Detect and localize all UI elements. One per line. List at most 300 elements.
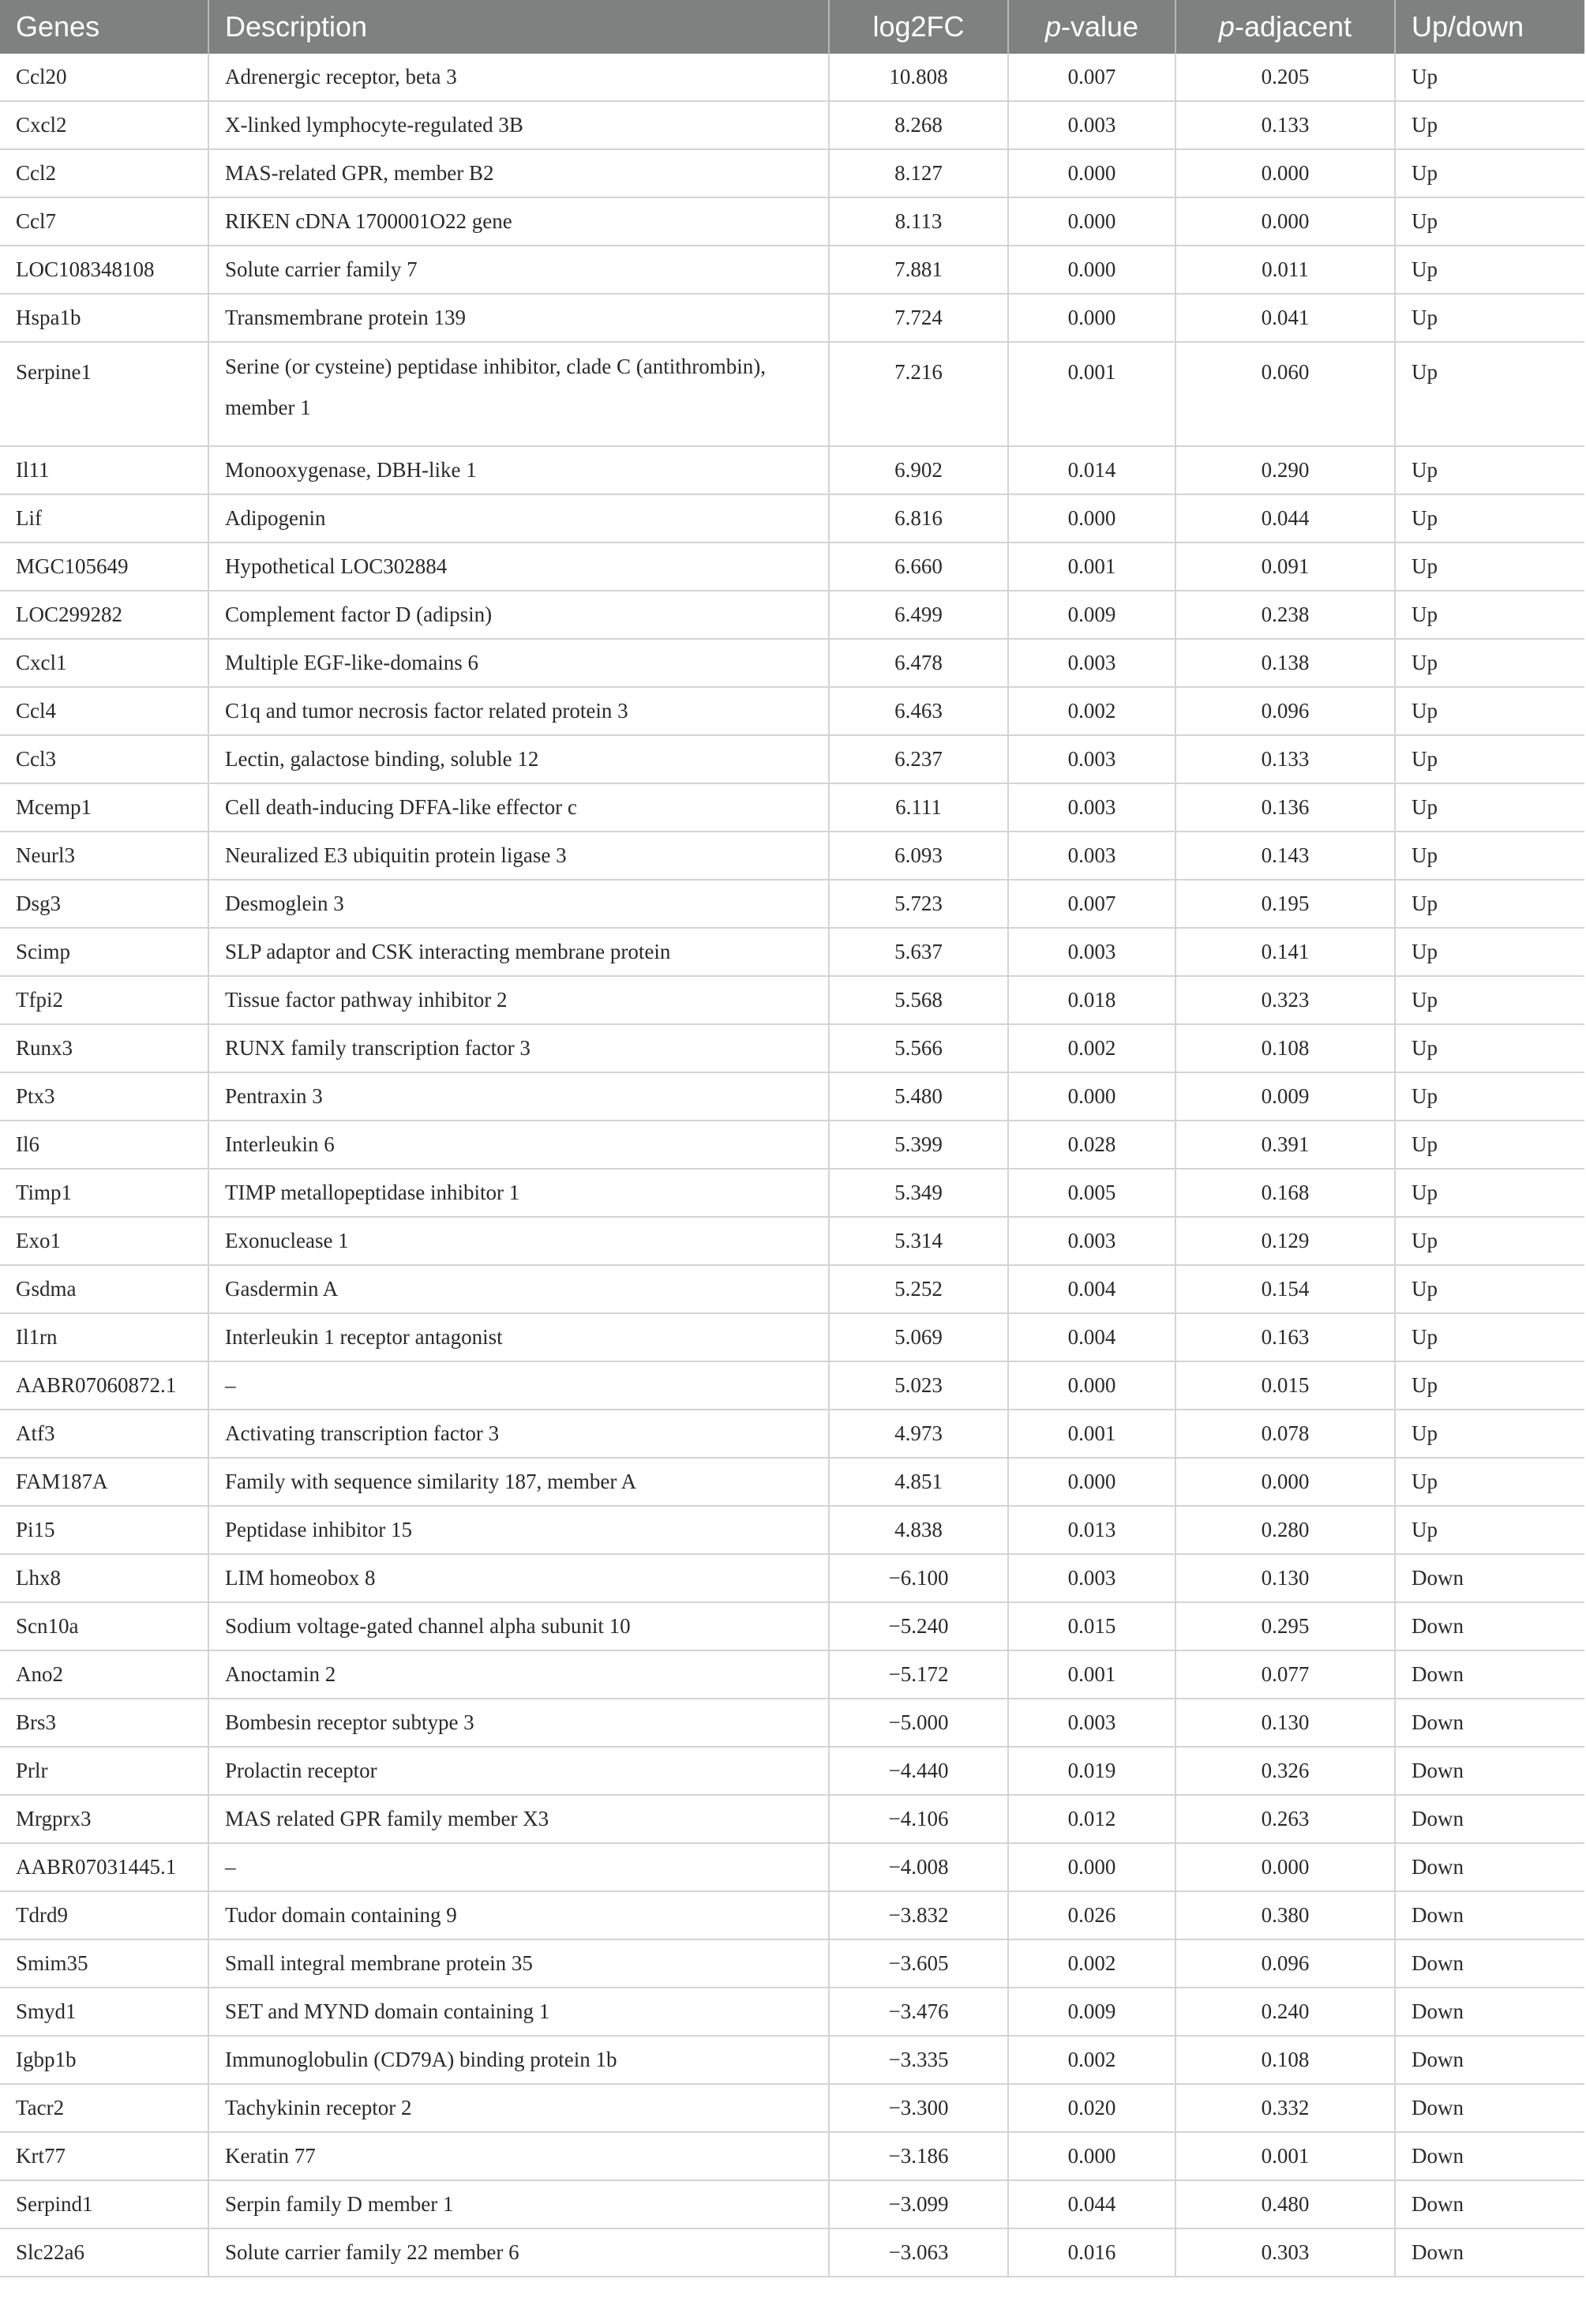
cell-gene: Neurl3 [0,832,208,880]
cell-pvalue: 0.018 [1008,976,1175,1024]
cell-gene: AABR07060872.1 [0,1361,208,1410]
cell-gene: Exo1 [0,1217,208,1265]
header-padj-p: p [1218,10,1235,43]
cell-description: RIKEN cDNA 1700001O22 gene [208,197,829,246]
cell-pvalue: 0.002 [1008,1024,1175,1072]
cell-padj: 0.041 [1175,294,1395,342]
cell-pvalue: 0.003 [1008,1699,1175,1747]
cell-updown: Up [1395,880,1584,928]
cell-gene: Ccl7 [0,197,208,246]
cell-description: Transmembrane protein 139 [208,294,829,342]
cell-gene: Cxcl1 [0,639,208,687]
table-row [0,1410,1584,1458]
cell-log2fc: 6.463 [829,687,1008,735]
cell-padj: 0.332 [1175,2084,1395,2132]
cell-gene: Igbp1b [0,2036,208,2084]
cell-log2fc: −5.240 [829,1602,1008,1650]
cell-gene: Smyd1 [0,1988,208,2036]
cell-padj: 0.000 [1175,1843,1395,1891]
cell-pvalue: 0.009 [1008,591,1175,639]
cell-pvalue: 0.020 [1008,2084,1175,2132]
table-row [0,1988,1584,2036]
cell-pvalue: 0.003 [1008,928,1175,976]
cell-updown: Down [1395,2084,1584,2132]
cell-padj: 0.240 [1175,1988,1395,2036]
cell-description: Activating transcription factor 3 [208,1410,829,1458]
cell-log2fc: 8.113 [829,197,1008,246]
cell-updown: Up [1395,1506,1584,1554]
cell-log2fc: 7.216 [829,342,1008,446]
table-row [0,735,1584,783]
cell-log2fc: 5.568 [829,976,1008,1024]
cell-log2fc: −3.832 [829,1891,1008,1939]
cell-updown: Down [1395,2132,1584,2180]
cell-updown: Up [1395,639,1584,687]
cell-description: SLP adaptor and CSK interacting membrane protein [208,928,829,976]
cell-description: Small integral membrane protein 35 [208,1939,829,1988]
header-pvalue [1008,0,1175,54]
cell-log2fc: −3.063 [829,2228,1008,2277]
table-row [0,2180,1584,2228]
cell-updown: Up [1395,976,1584,1024]
cell-description: Family with sequence similarity 187, member A [208,1458,829,1506]
cell-padj: 0.000 [1175,149,1395,197]
cell-updown: Up [1395,294,1584,342]
cell-pvalue: 0.003 [1008,832,1175,880]
cell-log2fc: 5.637 [829,928,1008,976]
cell-pvalue: 0.003 [1008,1217,1175,1265]
table-row [0,639,1584,687]
cell-pvalue: 0.026 [1008,1891,1175,1939]
cell-pvalue: 0.007 [1008,54,1175,101]
cell-description: Adrenergic receptor, beta 3 [208,54,829,101]
cell-gene: Mrgprx3 [0,1795,208,1843]
cell-log2fc: −4.008 [829,1843,1008,1891]
table-row [0,591,1584,639]
cell-gene: Ptx3 [0,1072,208,1121]
cell-gene: LOC108348108 [0,246,208,294]
cell-padj: 0.480 [1175,2180,1395,2228]
cell-gene: Cxcl2 [0,101,208,149]
cell-padj: 0.009 [1175,1072,1395,1121]
cell-padj: 0.044 [1175,494,1395,543]
cell-pvalue: 0.019 [1008,1747,1175,1795]
cell-pvalue: 0.015 [1008,1602,1175,1650]
cell-pvalue: 0.003 [1008,101,1175,149]
table-row [0,54,1584,101]
header-log2fc: log2FC [829,0,1008,54]
cell-gene: Slc22a6 [0,2228,208,2277]
table-row [0,1747,1584,1795]
cell-description: Exonuclease 1 [208,1217,829,1265]
table-row [0,880,1584,928]
cell-padj: 0.380 [1175,1891,1395,1939]
cell-log2fc: −5.172 [829,1650,1008,1699]
cell-log2fc: −3.300 [829,2084,1008,2132]
cell-padj: 0.130 [1175,1554,1395,1602]
cell-log2fc: 6.237 [829,735,1008,783]
cell-pvalue: 0.000 [1008,2132,1175,2180]
table-row [0,1361,1584,1410]
cell-description: RUNX family transcription factor 3 [208,1024,829,1072]
table-row [0,543,1584,591]
cell-padj: 0.060 [1175,342,1395,446]
cell-pvalue: 0.000 [1008,1361,1175,1410]
table-row [0,149,1584,197]
table-row [0,1939,1584,1988]
cell-gene: Ano2 [0,1650,208,1699]
cell-gene: Il11 [0,446,208,494]
cell-gene: Tdrd9 [0,1891,208,1939]
cell-padj: 0.091 [1175,543,1395,591]
table-row [0,246,1584,294]
cell-padj: 0.001 [1175,2132,1395,2180]
cell-gene: AABR07031445.1 [0,1843,208,1891]
cell-updown: Down [1395,1602,1584,1650]
table-row [0,1699,1584,1747]
header-padj-rest: -adjacent [1234,10,1352,43]
cell-gene: FAM187A [0,1458,208,1506]
cell-updown: Up [1395,591,1584,639]
cell-description: Prolactin receptor [208,1747,829,1795]
cell-gene: Serpind1 [0,2180,208,2228]
cell-log2fc: −6.100 [829,1554,1008,1602]
cell-padj: 0.129 [1175,1217,1395,1265]
table-row [0,1843,1584,1891]
cell-gene: Gsdma [0,1265,208,1313]
table-row [0,976,1584,1024]
cell-log2fc: 4.973 [829,1410,1008,1458]
cell-description: – [208,1361,829,1410]
cell-log2fc: 5.314 [829,1217,1008,1265]
cell-description: Desmoglein 3 [208,880,829,928]
cell-updown: Up [1395,1313,1584,1361]
cell-pvalue: 0.001 [1008,543,1175,591]
cell-description: Tudor domain containing 9 [208,1891,829,1939]
header-pvalue-rest: -value [1060,10,1139,43]
cell-updown: Down [1395,2036,1584,2084]
cell-padj: 0.263 [1175,1795,1395,1843]
cell-gene: Smim35 [0,1939,208,1988]
cell-description: Keratin 77 [208,2132,829,2180]
cell-description: Tachykinin receptor 2 [208,2084,829,2132]
cell-description: LIM homeobox 8 [208,1554,829,1602]
cell-updown: Up [1395,832,1584,880]
cell-pvalue: 0.000 [1008,246,1175,294]
cell-pvalue: 0.000 [1008,1843,1175,1891]
cell-updown: Up [1395,735,1584,783]
cell-padj: 0.303 [1175,2228,1395,2277]
table-row [0,2228,1584,2277]
cell-updown: Down [1395,2180,1584,2228]
cell-pvalue: 0.000 [1008,494,1175,543]
cell-gene: Il6 [0,1121,208,1169]
cell-gene: Tacr2 [0,2084,208,2132]
cell-log2fc: 5.566 [829,1024,1008,1072]
cell-updown: Up [1395,1265,1584,1313]
cell-updown: Up [1395,783,1584,832]
cell-gene: Hspa1b [0,294,208,342]
cell-pvalue: 0.000 [1008,149,1175,197]
cell-updown: Down [1395,1939,1584,1988]
cell-pvalue: 0.002 [1008,1939,1175,1988]
cell-padj: 0.015 [1175,1361,1395,1410]
cell-updown: Up [1395,246,1584,294]
cell-log2fc: 7.724 [829,294,1008,342]
cell-description: Interleukin 6 [208,1121,829,1169]
cell-updown: Down [1395,1650,1584,1699]
cell-description: Gasdermin A [208,1265,829,1313]
cell-description: Peptidase inhibitor 15 [208,1506,829,1554]
cell-padj: 0.195 [1175,880,1395,928]
cell-padj: 0.295 [1175,1602,1395,1650]
cell-pvalue: 0.000 [1008,294,1175,342]
table-row [0,1458,1584,1506]
cell-updown: Up [1395,1217,1584,1265]
cell-gene: Tfpi2 [0,976,208,1024]
cell-gene: Timp1 [0,1169,208,1217]
cell-updown: Up [1395,494,1584,543]
cell-log2fc: −3.476 [829,1988,1008,2036]
cell-log2fc: 4.838 [829,1506,1008,1554]
cell-padj: 0.096 [1175,687,1395,735]
cell-padj: 0.138 [1175,639,1395,687]
cell-updown: Up [1395,1121,1584,1169]
cell-padj: 0.168 [1175,1169,1395,1217]
cell-padj: 0.108 [1175,1024,1395,1072]
cell-padj: 0.391 [1175,1121,1395,1169]
table-row [0,1265,1584,1313]
cell-description: Sodium voltage-gated channel alpha subunit 10 [208,1602,829,1650]
table-row [0,1506,1584,1554]
cell-padj: 0.143 [1175,832,1395,880]
cell-updown: Up [1395,1361,1584,1410]
table-row [0,1169,1584,1217]
cell-description: SET and MYND domain containing 1 [208,1988,829,2036]
cell-padj: 0.108 [1175,2036,1395,2084]
cell-log2fc: −3.099 [829,2180,1008,2228]
cell-updown: Up [1395,1024,1584,1072]
cell-pvalue: 0.003 [1008,783,1175,832]
cell-description: Cell death-inducing DFFA-like effector c [208,783,829,832]
cell-updown: Up [1395,1169,1584,1217]
cell-gene: Runx3 [0,1024,208,1072]
cell-updown: Down [1395,1554,1584,1602]
cell-log2fc: 5.349 [829,1169,1008,1217]
cell-pvalue: 0.013 [1008,1506,1175,1554]
cell-pvalue: 0.007 [1008,880,1175,928]
cell-padj: 0.133 [1175,101,1395,149]
table-row [0,494,1584,543]
cell-pvalue: 0.004 [1008,1265,1175,1313]
cell-description: Serpin family D member 1 [208,2180,829,2228]
table-row [0,101,1584,149]
header-row [0,0,1584,54]
cell-updown: Up [1395,149,1584,197]
cell-padj: 0.130 [1175,1699,1395,1747]
cell-gene: Serpine1 [0,342,208,446]
table-body [0,54,1584,2277]
cell-padj: 0.000 [1175,1458,1395,1506]
cell-pvalue: 0.003 [1008,639,1175,687]
cell-log2fc: −3.335 [829,2036,1008,2084]
cell-log2fc: 5.069 [829,1313,1008,1361]
cell-description: Immunoglobulin (CD79A) binding protein 1b [208,2036,829,2084]
table-row [0,342,1584,446]
cell-updown: Up [1395,1072,1584,1121]
cell-padj: 0.290 [1175,446,1395,494]
cell-log2fc: 4.851 [829,1458,1008,1506]
cell-updown: Up [1395,197,1584,246]
header-genes: Genes [0,0,208,54]
table-row [0,1072,1584,1121]
cell-updown: Up [1395,1458,1584,1506]
cell-pvalue: 0.002 [1008,2036,1175,2084]
cell-description: Monooxygenase, DBH-like 1 [208,446,829,494]
cell-log2fc: −3.605 [829,1939,1008,1988]
cell-gene: Ccl4 [0,687,208,735]
cell-log2fc: 5.723 [829,880,1008,928]
cell-gene: Pi15 [0,1506,208,1554]
table-row [0,1795,1584,1843]
cell-description: – [208,1843,829,1891]
table-row [0,1650,1584,1699]
cell-updown: Down [1395,1843,1584,1891]
cell-log2fc: 5.399 [829,1121,1008,1169]
cell-log2fc: 8.127 [829,149,1008,197]
cell-log2fc: 6.660 [829,543,1008,591]
table-row [0,1891,1584,1939]
cell-description: Tissue factor pathway inhibitor 2 [208,976,829,1024]
cell-gene: Dsg3 [0,880,208,928]
cell-padj: 0.078 [1175,1410,1395,1458]
table-row [0,446,1584,494]
cell-gene: Ccl20 [0,54,208,101]
cell-description: Complement factor D (adipsin) [208,591,829,639]
cell-description: X-linked lymphocyte-regulated 3B [208,101,829,149]
cell-log2fc: −4.440 [829,1747,1008,1795]
cell-description: Neuralized E3 ubiquitin protein ligase 3 [208,832,829,880]
cell-pvalue: 0.000 [1008,1458,1175,1506]
cell-gene: Scimp [0,928,208,976]
cell-pvalue: 0.002 [1008,687,1175,735]
cell-updown: Up [1395,928,1584,976]
cell-padj: 0.077 [1175,1650,1395,1699]
cell-updown: Down [1395,1747,1584,1795]
cell-pvalue: 0.004 [1008,1313,1175,1361]
cell-padj: 0.096 [1175,1939,1395,1988]
cell-updown: Up [1395,101,1584,149]
cell-log2fc: 6.111 [829,783,1008,832]
cell-padj: 0.141 [1175,928,1395,976]
cell-pvalue: 0.003 [1008,1554,1175,1602]
table-row [0,928,1584,976]
cell-updown: Up [1395,687,1584,735]
header-updown: Up/down [1395,0,1584,54]
cell-log2fc: −3.186 [829,2132,1008,2180]
cell-pvalue: 0.012 [1008,1795,1175,1843]
table-row [0,1121,1584,1169]
cell-updown: Up [1395,342,1584,446]
cell-gene: Krt77 [0,2132,208,2180]
cell-updown: Up [1395,446,1584,494]
cell-description: Anoctamin 2 [208,1650,829,1699]
cell-updown: Down [1395,1795,1584,1843]
table-row [0,783,1584,832]
header-pvalue-p: p [1044,10,1061,43]
cell-padj: 0.205 [1175,54,1395,101]
cell-gene: LOC299282 [0,591,208,639]
cell-log2fc: 10.808 [829,54,1008,101]
cell-description: Lectin, galactose binding, soluble 12 [208,735,829,783]
cell-log2fc: 6.478 [829,639,1008,687]
cell-gene: Ccl2 [0,149,208,197]
cell-description: Interleukin 1 receptor antagonist [208,1313,829,1361]
cell-padj: 0.238 [1175,591,1395,639]
cell-padj: 0.136 [1175,783,1395,832]
cell-log2fc: −4.106 [829,1795,1008,1843]
cell-updown: Down [1395,2228,1584,2277]
cell-description: Solute carrier family 7 [208,246,829,294]
cell-pvalue: 0.001 [1008,1650,1175,1699]
cell-description: Adipogenin [208,494,829,543]
cell-gene: Brs3 [0,1699,208,1747]
cell-pvalue: 0.044 [1008,2180,1175,2228]
table-row [0,294,1584,342]
table-row [0,832,1584,880]
cell-description: MAS related GPR family member X3 [208,1795,829,1843]
cell-gene: Prlr [0,1747,208,1795]
cell-gene: Il1rn [0,1313,208,1361]
table-row [0,197,1584,246]
cell-gene: Mcemp1 [0,783,208,832]
cell-gene: Lhx8 [0,1554,208,1602]
cell-updown: Up [1395,543,1584,591]
cell-pvalue: 0.000 [1008,1072,1175,1121]
cell-gene: Ccl3 [0,735,208,783]
cell-padj: 0.154 [1175,1265,1395,1313]
table-row [0,1313,1584,1361]
cell-description: TIMP metallopeptidase inhibitor 1 [208,1169,829,1217]
cell-description: Bombesin receptor subtype 3 [208,1699,829,1747]
cell-pvalue: 0.001 [1008,342,1175,446]
table-row [0,1024,1584,1072]
cell-log2fc: 6.902 [829,446,1008,494]
cell-pvalue: 0.005 [1008,1169,1175,1217]
cell-padj: 0.323 [1175,976,1395,1024]
cell-log2fc: 5.252 [829,1265,1008,1313]
table-row [0,1217,1584,1265]
cell-description: Solute carrier family 22 member 6 [208,2228,829,2277]
cell-log2fc: −5.000 [829,1699,1008,1747]
cell-log2fc: 6.499 [829,591,1008,639]
cell-description: Pentraxin 3 [208,1072,829,1121]
header-padj [1175,0,1395,54]
cell-description: Hypothetical LOC302884 [208,543,829,591]
cell-log2fc: 6.816 [829,494,1008,543]
cell-gene: MGC105649 [0,543,208,591]
cell-log2fc: 6.093 [829,832,1008,880]
cell-updown: Down [1395,1891,1584,1939]
header-description: Description [208,0,829,54]
cell-updown: Up [1395,1410,1584,1458]
cell-description: MAS-related GPR, member B2 [208,149,829,197]
cell-log2fc: 8.268 [829,101,1008,149]
cell-pvalue: 0.016 [1008,2228,1175,2277]
cell-padj: 0.326 [1175,1747,1395,1795]
table-row [0,687,1584,735]
cell-pvalue: 0.028 [1008,1121,1175,1169]
